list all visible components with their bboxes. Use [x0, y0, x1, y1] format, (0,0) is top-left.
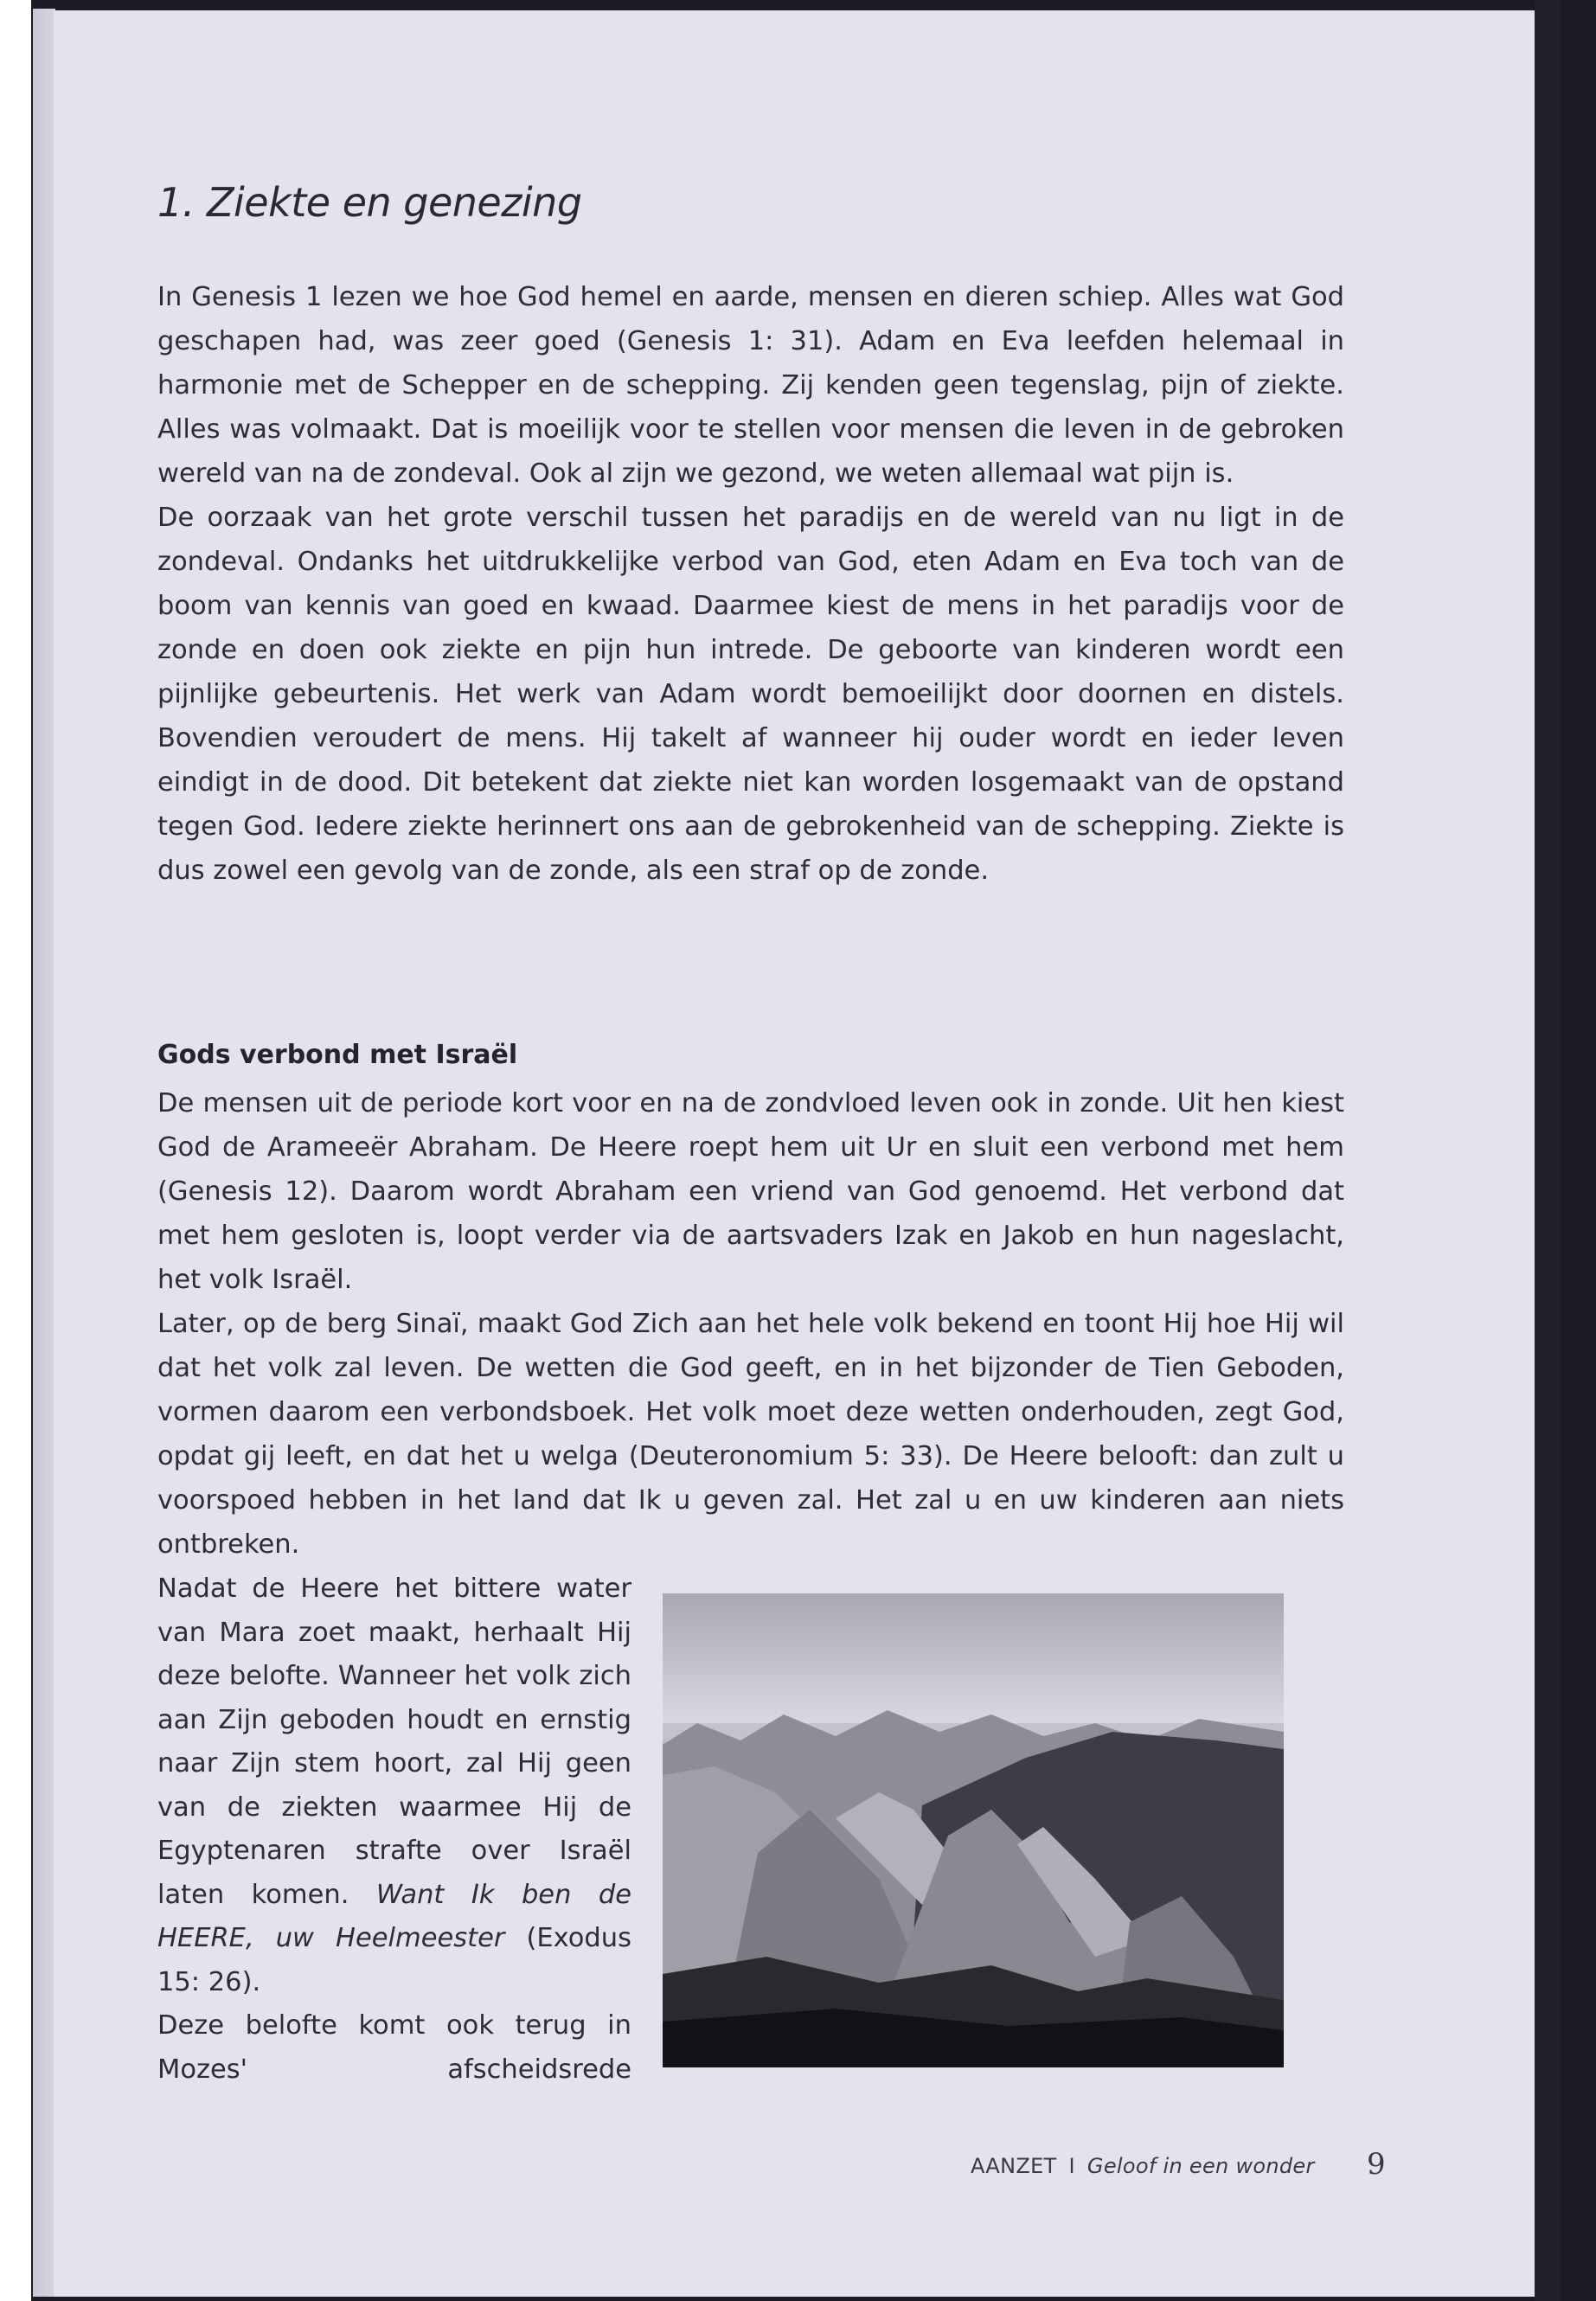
- section-text: [157, 1081, 1344, 1567]
- page-footer: [971, 2154, 1315, 2178]
- paragraph: De oorzaak van het grote verschil tussen het paradijs en de wereld van nu ligt in de zondeval. Ondanks het uitdrukkelijke verbod van God, eten Adam en Eva toch van de boom van kennis van goed en kwaad. Daarmee kiest de mens in het paradijs voor de zonde en doen ook ziekte en pijn hun intrede. De geboorte van kinderen wordt een pijnlijke gebeurtenis. Het werk van Adam wordt bemoeilijkt door doornen en distels. Bovendien veroudert de mens. Hij takelt af wanneer hij ouder wordt en ieder leven eindigt in de dood. Dit betekent dat ziekte niet kan worden losgemaakt van de opstand tegen God. Iedere ziekte herinnert ons aan de gebrokenheid van de schepping. Ziekte is dus zowel een gevolg van de zonde, als een straf op de zonde.: [157, 503, 1344, 886]
- scan-shadow-right: [1535, 0, 1561, 2301]
- bible-citation: (Exodus 15: 26).: [157, 1923, 631, 1997]
- paragraph: Later, op de berg Sinaï, maakt God Zich aan het hele volk bekend en toont Hij hoe Hij wil dat het volk zal leven. De wetten die God geeft, en in het bijzonder de Tien Geboden, vormen daarom een verbondsboek. Het volk moet deze wetten onderhouden, zegt God, opdat gij leeft, en dat het u welga (Deuteronomium 5: 33). De Heere belooft: dan zult u voorspoed hebben in het land dat Ik u geven zal. Het zal u en uw kinderen aan niets ontbreken.: [157, 1309, 1344, 1560]
- chapter-title: 1. Ziekte en genezing: [157, 179, 582, 226]
- wrapped-text: [157, 1567, 631, 2092]
- paragraph-continuation: Deze belofte komt ook terug in Mozes' afscheidsrede: [157, 2010, 631, 2085]
- footer-separator: I: [1068, 2154, 1075, 2178]
- book-title: Geloof in een wonder: [1086, 2154, 1315, 2178]
- paragraph: In Genesis 1 lezen we hoe God hemel en aarde, mensen en dieren schiep. Alles wat God geschapen had, was zeer goed (Genesis 1: 31). Adam en Eva leefden helemaal in harmonie met de Schepper en de schepping. Zij kenden geen tegenslag, pijn of ziekte. Alles was volmaakt. Dat is moeilijk voor te stellen voor mensen die leven in de gebroken wereld van na de zondeval. Ook al zijn we gezond, we weten allemaal wat pijn is.: [157, 282, 1344, 489]
- section-heading: Gods verbond met Israël: [157, 1040, 518, 1070]
- intro-text: [157, 275, 1344, 893]
- mountain-photo: [663, 1593, 1284, 2067]
- bible-quote: Want Ik ben de HEERE, uw Heelmeester: [157, 1879, 631, 1953]
- paragraph: De mensen uit de periode kort voor en na de zondvloed leven ook in zonde. Uit hen kiest God de Arameeër Abraham. De Heere roept hem uit Ur en sluit een verbond met hem (Genesis 12). Daarom wordt Abraham een vriend van God genoemd. Het verbond dat met hem gesloten is, loopt verder via de aartsvaders Izak en Jakob en hun nageslacht, het volk Israël.: [157, 1088, 1344, 1295]
- paragraph: [157, 1567, 631, 2004]
- book-page: [54, 10, 1535, 2297]
- series-name: AANZET: [971, 2154, 1057, 2178]
- page-number: 9: [1367, 2147, 1386, 2182]
- page-edge: [33, 9, 55, 2297]
- mountain-landscape-image: [663, 1593, 1284, 2067]
- paragraph-text: Nadat de Heere het bittere water van Mara zoet maakt, herhaalt Hij deze belofte. Wanneer het volk zich aan Zijn geboden houdt en ernstig naar Zijn stem hoort, zal Hij geen van de ziekten waarmee Hij de Egyptenaren strafte over Israël laten komen.: [157, 1574, 631, 1910]
